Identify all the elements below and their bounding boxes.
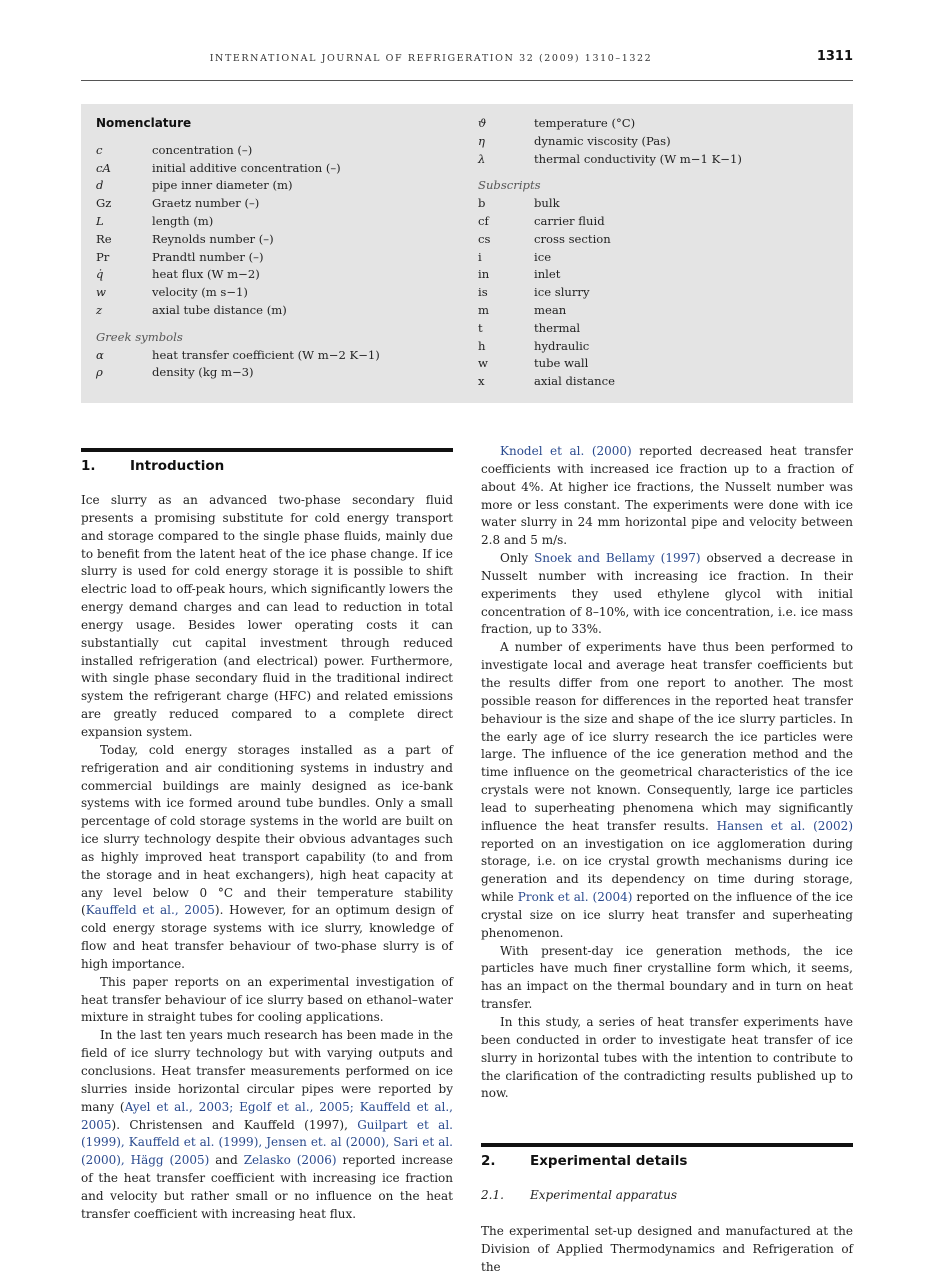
nom-row: in inlet [478,267,561,282]
citation-link[interactable]: Ayel et al., 2003; Egolf et al., 2005; Kauffeld et al., 2005 [81,1099,454,1132]
nom-row: m mean [478,302,567,317]
section-heading-experimental-details: 2. Experimental details [481,1143,853,1187]
nomenclature-box [81,104,853,403]
paragraph: Knodel et al. (2000) reported decreased heat transfer coefficients with increased ice fraction up to a fraction of about 4%. At higher ice fractions, the Nusselt number was more or less constant. The experiments were done with ice water slurry in 24 mm horizontal pipe and velocity between 2.8 and 5 m/s. [481,444,853,548]
subscripts-heading: Subscripts [478,178,541,193]
section-heading-introduction: 1. Introduction [81,448,453,492]
nom-row: cA initial additive concentration (–) [96,160,341,175]
citation-link[interactable]: Zelasko (2006) [243,1153,337,1168]
citation-link[interactable]: Hansen et al. (2002) [716,818,853,833]
nom-row: ϑ temperature (°C) [478,116,636,130]
greek-symbols-heading: Greek symbols [96,329,183,344]
left-text-column [81,448,453,1224]
nom-row: h hydraulic [478,338,590,353]
nom-row: b bulk [478,196,560,211]
page-header [81,50,853,81]
nom-row: ρ density (kg m−3) [96,365,254,380]
nom-row: is ice slurry [478,285,590,300]
nom-row: Re Reynolds number (–) [96,231,274,246]
citation-link[interactable]: Knodel et al. (2000) [500,444,632,458]
citation-link[interactable]: Guilpart et al. (1999), Kauffeld et al. (1999), Jensen et. al (2000), Sari et al. (2000), Hägg (2005) [81,1117,453,1168]
nom-row: Pr Prandtl number (–) [96,249,264,264]
nomenclature-left-column [96,115,466,382]
nom-row: L length (m) [96,213,214,228]
journal-running-title: INTERNATIONAL JOURNAL OF REFRIGERATION 32 (2009) 1310–1322 [209,53,653,64]
nom-row: cs cross section [478,231,611,246]
nom-row: c concentration (–) [96,142,253,157]
paragraph: Today, cold energy storages installed as a part of refrigeration and air conditioning systems in industry and commercial buildings are mainly designed as ice-bank systems with ice formed around tube bundles. Only a small percentage of cold storage systems in the world are built on ice slurry technology despite their obvious advantages such as highly improved heat transport capability (to and from the storage and in heat exchangers), high heat capacity at any level below 0 °C and their temperature stability (Kauffeld et al., 2005). However, for an optimum design of cold energy storage systems with ice slurry, knowledge of flow and heat transfer behaviour of two-phase slurry is of high importance. [81,742,453,971]
nom-row: λ thermal conductivity (W m−1 K−1) [478,151,742,166]
paragraph: Ice slurry as an advanced two-phase secondary fluid presents a promising substitute for cold energy transport and storage compared to the single phase fluids, mainly due to benefit from the latent heat of the ice phase change. If ice slurry is used for cold energy storage it is possible to shift electric load to off-peak hours, which significantly lowers the energy demand charges and can lead to reduction in total energy usage. Besides lower operating costs it can substantially cut capital investment through reduced installed refrigeration (and electrical) power. Furthermore, with single phase secondary fluid in the traditional indirect system the refrigerant charge (HFC) and related emissions are greatly reduced compared to a complete direct expansion system. [81,493,453,739]
subsection-heading-experimental-apparatus: 2.1. Experimental apparatus [481,1188,677,1203]
nomenclature-right-column [478,115,848,391]
right-text-column [481,443,853,1277]
nom-row: η dynamic viscosity (Pas) [478,133,671,148]
nom-row: Gz Graetz number (–) [96,196,260,211]
citation-link[interactable]: Pronk et al. (2004) [517,890,633,905]
nom-row: q̇ heat flux (W m−2) [96,267,260,282]
nom-row: w velocity (m s−1) [96,285,248,300]
citation-link[interactable]: Snoek and Bellamy (1997) [534,551,701,566]
nom-row: d pipe inner diameter (m) [96,178,293,193]
nom-row: x axial distance [478,374,615,389]
paragraph: In the last ten years much research has been made in the field of ice slurry technology but with varying outputs and conclusions. Heat transfer measurements performed on ice slurries inside horizontal circular pipes were reported by many (Ayel et al., 2003; Egolf et al., 2005; Kauffeld et al., 2005). Christensen and Kauffeld (1997), Guilpart et al. (1999), Kauffeld et al. (1999), Jensen et. al (2000), Sari et al. (2000), Hägg (2005) and Zelasko (2006) reported increase of the heat transfer coefficient with increasing ice fraction and velocity but rather small or no influence on the heat transfer coefficient with increasing heat flux. [81,1028,454,1221]
nom-row: α heat transfer coefficient (W m−2 K−1) [96,347,380,362]
paragraph: This paper reports on an experimental investigation of heat transfer behaviour of ice slurry based on ethanol–water mixture in straight tubes for cooling applications. [81,974,453,1025]
nom-row: w tube wall [478,356,589,371]
nom-row: t thermal [478,320,581,335]
paragraph: Only Snoek and Bellamy (1997) observed a decrease in Nusselt number with increasing ice fraction. In their experiments they used ethylene glycol with initial concentration of 8–10%, with ice concentration, i.e. ice mass fraction, up to 33%. [481,551,854,637]
paragraph: A number of experiments have thus been performed to investigate local and average heat transfer coefficients but the results differ from one report to another. The most possible reason for differences in the reported heat transfer behaviour is the size and shape of the ice slurry particles. In the early age of ice slurry research the ice particles were large. The influence of the ice generation method and the time influence on the geometrical characteristics of the ice crystals were not known. Consequently, large ice particles lead to superheating phenomena which may significantly influence the heat transfer results. Hansen et al. (2002) reported on an investigation on ice agglomeration during storage, i.e. on ice crystal growth mechanisms during ice generation and its dependency on time during storage, while Pronk et al. (2004) reported on the influence of the ice crystal size on ice slurry heat transfer and superheating phenomenon. [481,640,854,940]
page-number: 1311 [816,49,853,64]
paragraph: In this study, a series of heat transfer experiments have been conducted in order to investigate heat transfer of ice slurry in horizontal tubes with the intention to contribute to the clarification of the contradicting results published up to now. [481,1015,853,1101]
nom-row: z axial tube distance (m) [96,302,287,317]
paragraph: With present-day ice generation methods, the ice particles have much finer crystalline form which, it seems, has an impact on the thermal boundary and in turn on heat transfer. [481,943,853,1012]
paragraph: The experimental set-up designed and manufactured at the Division of Applied Thermodynamics and Refrigeration of the [481,1224,853,1274]
nomenclature-title: Nomenclature [96,116,192,130]
nom-row: i ice [478,249,552,264]
citation-link[interactable]: Kauffeld et al., 2005 [85,903,215,918]
nom-row: cf carrier fluid [478,213,605,228]
